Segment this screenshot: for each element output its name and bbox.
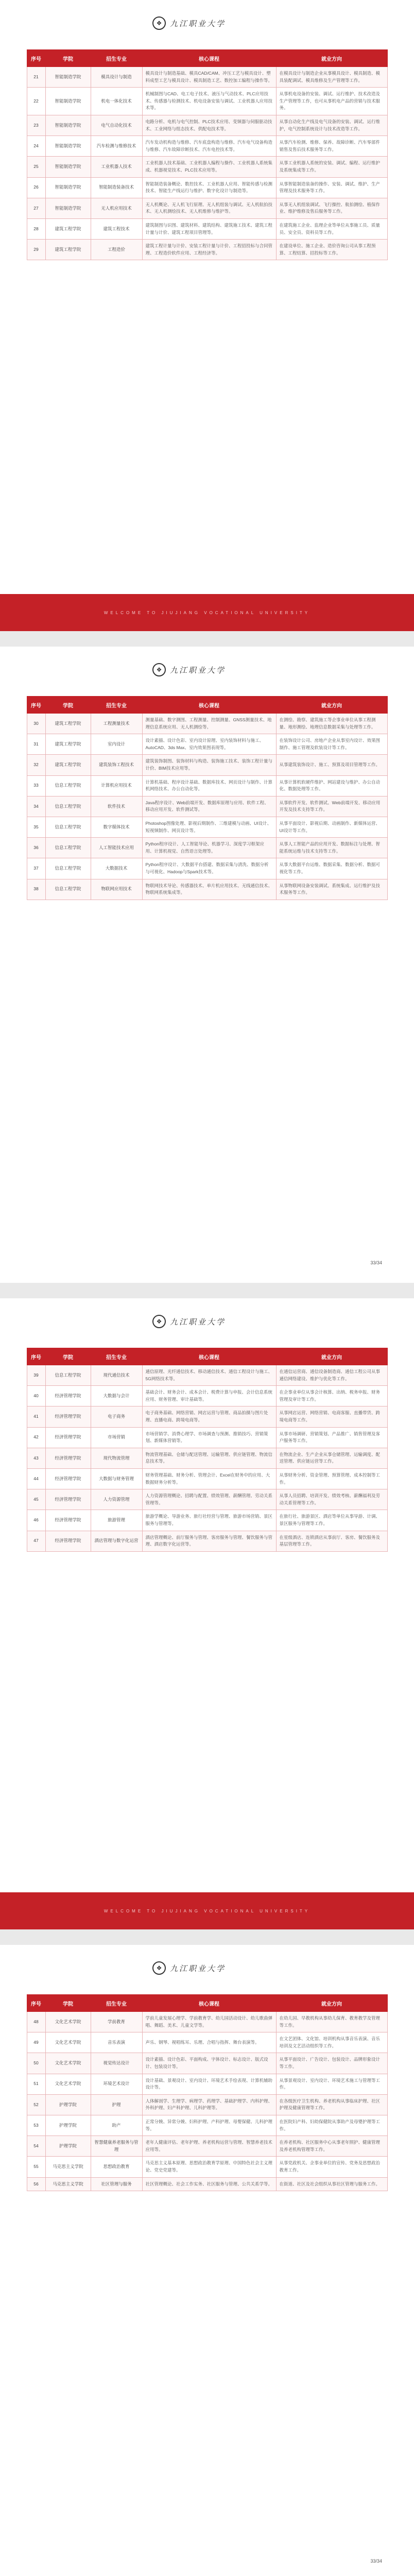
- school-name: 九江职业大学: [170, 1317, 226, 1327]
- cell-major: 大数据技术: [91, 858, 142, 879]
- cell-courses: Python程序设计、大数据平台搭建、数据采集与清洗、数据分析与可视化、Hadoop与Spark技术等。: [142, 858, 276, 879]
- cell-major: 汽车检测与维修技术: [91, 136, 142, 157]
- cell-career: 从事市场调研、营销策划、产品推广、销售管理及客户服务等工作。: [276, 1427, 387, 1448]
- cell-no: 54: [27, 2136, 45, 2157]
- cell-career: 从事工业机器人系统的安装、调试、编程、运行维护及系统集成等工作。: [276, 157, 387, 177]
- cell-major: 智慧健康养老服务与管理: [91, 2136, 142, 2157]
- cell-major: 建筑工程技术: [91, 218, 142, 239]
- majors-table: [27, 696, 388, 900]
- cell-no: 32: [27, 755, 45, 775]
- cell-career: 在街道、社区及社会组织从事社区管理与服务工作。: [276, 2177, 387, 2191]
- cell-major: 助产: [91, 2115, 142, 2136]
- cell-major: 现代物流管理: [91, 1448, 142, 1468]
- cell-no: 51: [27, 2074, 45, 2094]
- cell-college: 智能制造学院: [45, 177, 91, 198]
- table-row: [27, 1448, 387, 1468]
- page-number: 33/34: [370, 2558, 382, 2564]
- cell-courses: 无人机概论、无人机飞行原理、无人机组装与调试、无人机航拍技术、无人机测绘技术、无人机维修与维护等。: [142, 198, 276, 218]
- cell-college: 建筑工程学院: [45, 218, 91, 239]
- table-row: [27, 218, 387, 239]
- cell-major: 环境艺术设计: [91, 2074, 142, 2094]
- cell-major: 工程造价: [91, 240, 142, 260]
- cell-college: 智能制造学院: [45, 88, 91, 115]
- page-header: [0, 0, 414, 49]
- school-logo: [152, 663, 226, 676]
- table-row: [27, 177, 387, 198]
- cell-college: 文化艺术学院: [45, 2074, 91, 2094]
- cell-no: 24: [27, 136, 45, 157]
- welcome-banner: WELCOME TO JIUJIANG VOCATIONAL UNIVERSITY: [0, 594, 414, 631]
- cell-career: 从事自动化生产线及电气设备的安装、调试、运行维护，电气控制系统设计与技术改造等工作。: [276, 115, 387, 135]
- table-row: [27, 2053, 387, 2074]
- cell-no: 45: [27, 1489, 45, 1510]
- cell-career: 从事党政机关、企事业单位的宣传、党务及思想政治教育工作。: [276, 2157, 387, 2177]
- cell-career: 在文艺团体、文化馆、培训机构从事音乐表演、音乐培训及文艺活动组织等工作。: [276, 2032, 387, 2053]
- cell-courses: 电子商务基础、网络营销、网店运营与管理、商品拍摄与图片处理、直播电商、跨境电商等。: [142, 1406, 276, 1427]
- header-no: 序号: [27, 1995, 45, 2012]
- cell-no: 31: [27, 734, 45, 755]
- cell-college: 经济管理学院: [45, 1489, 91, 1510]
- cell-no: 56: [27, 2177, 45, 2191]
- cell-college: 智能制造学院: [45, 198, 91, 218]
- brochure-page-4: [0, 1945, 414, 2576]
- cell-courses: 测量基础、数字测图、工程测量、控制测量、GNSS测量技术、地理信息系统应用、无人机测绘等。: [142, 714, 276, 734]
- cell-major: 视觉传达设计: [91, 2053, 142, 2074]
- table-row: [27, 879, 387, 900]
- cell-no: 35: [27, 817, 45, 837]
- cell-courses: 市场营销学、消费心理学、市场调查与预测、推销技巧、营销策划、新媒体营销等。: [142, 1427, 276, 1448]
- cell-career: 从事机电设备的安装、调试、运行维护、技术改造及生产管理等工作，也可从事机电产品的营销与技术服务。: [276, 88, 387, 115]
- cell-college: 护理学院: [45, 2136, 91, 2157]
- cell-career: 从事平面设计、广告设计、包装设计、品牌形象设计等工作。: [276, 2053, 387, 2074]
- cell-courses: 通信原理、光纤通信技术、移动通信技术、通信工程设计与施工、5G网络技术等。: [142, 1365, 276, 1386]
- cell-career: 从事大数据平台运维、数据采集、数据分析、数据可视化等工作。: [276, 858, 387, 879]
- cell-career: 在物流企业、生产企业从事仓储管理、运输调度、配送管理、供应链运营等工作。: [276, 1448, 387, 1468]
- cell-no: 47: [27, 1531, 45, 1551]
- cell-career: 在各级医疗卫生机构、养老机构从事临床护理、社区护理及健康管理等工作。: [276, 2094, 387, 2115]
- school-emblem-icon: ❖: [152, 1961, 166, 1975]
- page-number: 33/34: [370, 1260, 382, 1265]
- cell-courses: 设计素描、设计色彩、平面构成、字体设计、标志设计、版式设计、包装设计等。: [142, 2053, 276, 2074]
- table-row: [27, 115, 387, 135]
- cell-college: 信息工程学院: [45, 1365, 91, 1386]
- cell-college: 建筑工程学院: [45, 755, 91, 775]
- cell-no: 55: [27, 2157, 45, 2177]
- header-career: 就业方向: [276, 1348, 387, 1365]
- cell-major: 电子商务: [91, 1406, 142, 1427]
- table-header-row: [27, 1995, 387, 2012]
- table-row: [27, 734, 387, 755]
- cell-college: 信息工程学院: [45, 796, 91, 817]
- table-row: [27, 1386, 387, 1406]
- cell-no: 42: [27, 1427, 45, 1448]
- cell-major: 大数据与财务管理: [91, 1468, 142, 1489]
- cell-major: 工程测量技术: [91, 714, 142, 734]
- cell-courses: 智能制造装备概论、数控技术、工业机器人应用、智能传感与检测技术、智能生产线运行与维护、数字化设计与制造等。: [142, 177, 276, 198]
- cell-major: 工业机器人技术: [91, 157, 142, 177]
- cell-courses: 模具设计与制造基础、模具CAD/CAM、冲压工艺与模具设计、塑料成型工艺与模具设计、模具制造工艺、数控加工编程与操作等。: [142, 67, 276, 88]
- header-major: 招生专业: [91, 697, 142, 714]
- header-college: 学院: [45, 1995, 91, 2012]
- cell-major: 室内设计: [91, 734, 142, 755]
- cell-courses: 老年人健康评估、老年护理、养老机构运营与管理、智慧养老技术应用等。: [142, 2136, 276, 2157]
- cell-college: 信息工程学院: [45, 838, 91, 858]
- school-emblem-icon: ❖: [152, 1315, 166, 1328]
- school-name: 九江职业大学: [170, 665, 226, 675]
- page-gap: [0, 1283, 414, 1298]
- table-row: [27, 2157, 387, 2177]
- cell-no: 29: [27, 240, 45, 260]
- brochure-page-3: [0, 1298, 414, 1929]
- cell-courses: 马克思主义基本原理、思想政治教育学原理、中国特色社会主义理论、党史党建等。: [142, 2157, 276, 2177]
- cell-career: 在企事业单位从事会计核算、出纳、税务申报、财务管理及审计等工作。: [276, 1386, 387, 1406]
- cell-courses: 汽车发动机构造与维修、汽车底盘构造与维修、汽车电气设备构造与维修、汽车故障诊断技术、汽车电控技术等。: [142, 136, 276, 157]
- cell-no: 27: [27, 198, 45, 218]
- cell-college: 智能制造学院: [45, 157, 91, 177]
- cell-college: 马克思主义学院: [45, 2157, 91, 2177]
- cell-no: 53: [27, 2115, 45, 2136]
- table-row: [27, 2074, 387, 2094]
- cell-college: 建筑工程学院: [45, 714, 91, 734]
- cell-college: 信息工程学院: [45, 858, 91, 879]
- table-row: [27, 67, 387, 88]
- table-row: [27, 775, 387, 796]
- school-name: 九江职业大学: [170, 1963, 226, 1973]
- cell-no: 37: [27, 858, 45, 879]
- cell-college: 文化艺术学院: [45, 2032, 91, 2053]
- cell-college: 经济管理学院: [45, 1406, 91, 1427]
- cell-major: 人力资源管理: [91, 1489, 142, 1510]
- cell-major: 机电一体化技术: [91, 88, 142, 115]
- cell-no: 49: [27, 2032, 45, 2053]
- cell-career: 从事网店运营、网络营销、电商客服、直播带货、跨境电商等工作。: [276, 1406, 387, 1427]
- table-row: [27, 2094, 387, 2115]
- cell-courses: 设计素描、设计色彩、室内设计原理、室内装饰材料与施工、AutoCAD、3ds Max、室内效果图表现等。: [142, 734, 276, 755]
- table-body: [27, 1365, 387, 1552]
- cell-career: 从事汽车检测、维修、保养、故障诊断、汽车零部件销售及售后技术服务等工作。: [276, 136, 387, 157]
- header-college: 学院: [45, 50, 91, 67]
- table-row: [27, 817, 387, 837]
- cell-college: 经济管理学院: [45, 1427, 91, 1448]
- cell-career: 从事智能制造装备的操作、安装、调试、维护、生产管理及技术服务等工作。: [276, 177, 387, 198]
- table-row: [27, 198, 387, 218]
- cell-college: 信息工程学院: [45, 817, 91, 837]
- header-courses: 核心课程: [142, 1995, 276, 2012]
- header-major: 招生专业: [91, 1348, 142, 1365]
- cell-career: 从事软件开发、软件测试、Web前端开发、移动应用开发及技术支持等工作。: [276, 796, 387, 817]
- school-logo: [152, 1961, 226, 1975]
- cell-no: 26: [27, 177, 45, 198]
- header-no: 序号: [27, 697, 45, 714]
- table-row: [27, 1489, 387, 1510]
- cell-courses: 人体解剖学、生理学、病理学、药理学、基础护理学、内科护理、外科护理、妇产科护理、儿科护理等。: [142, 2094, 276, 2115]
- table-row: [27, 838, 387, 858]
- cell-career: 从事人员招聘、培训开发、绩效考核、薪酬福利及劳动关系管理等工作。: [276, 1489, 387, 1510]
- table-row: [27, 2012, 387, 2032]
- table-row: [27, 2177, 387, 2191]
- cell-career: 在医院妇产科、妇幼保健院从事助产及母婴护理等工作。: [276, 2115, 387, 2136]
- table-header-row: [27, 697, 387, 714]
- cell-career: 从事平面设计、影视后期、动画制作、新媒体运营、UI设计等工作。: [276, 817, 387, 837]
- cell-courses: 学前儿童发展心理学、学前教育学、幼儿园活动设计、幼儿歌曲弹唱、舞蹈、美术、儿童文学等。: [142, 2012, 276, 2032]
- cell-college: 经济管理学院: [45, 1448, 91, 1468]
- cell-college: 建筑工程学院: [45, 240, 91, 260]
- cell-courses: 社区管理概论、社会工作实务、社区服务与管理、公共关系学等。: [142, 2177, 276, 2191]
- cell-college: 建筑工程学院: [45, 734, 91, 755]
- cell-courses: 旅游学概论、导游业务、旅行社经营与管理、旅游市场营销、景区服务与管理等。: [142, 1510, 276, 1531]
- cell-courses: 酒店管理概论、前厅服务与管理、客房服务与管理、餐饮服务与管理、酒店数字化运营等。: [142, 1531, 276, 1551]
- cell-major: 数字媒体技术: [91, 817, 142, 837]
- table-header-row: [27, 1348, 387, 1365]
- table-row: [27, 858, 387, 879]
- page-header: [0, 1945, 414, 1994]
- cell-courses: 机械制图与CAD、电工电子技术、液压与气动技术、PLC应用技术、传感器与检测技术、机电设备安装与调试、工业机器人应用技术等。: [142, 88, 276, 115]
- cell-career: 在星级酒店、连锁酒店从事前厅、客房、餐饮服务及基层管理等工作。: [276, 1531, 387, 1551]
- school-emblem-icon: ❖: [152, 16, 166, 30]
- cell-college: 护理学院: [45, 2115, 91, 2136]
- header-career: 就业方向: [276, 50, 387, 67]
- cell-courses: 建筑装饰制图、装饰材料与构造、装饰施工技术、装饰工程计量与计价、BIM技术应用等。: [142, 755, 276, 775]
- cell-courses: Python程序设计、人工智能导论、机器学习、深度学习框架应用、计算机视觉、自然语言处理等。: [142, 838, 276, 858]
- cell-major: 人工智能技术应用: [91, 838, 142, 858]
- table-row: [27, 714, 387, 734]
- table-body: [27, 2012, 387, 2191]
- cell-career: 从事人工智能产品的应用开发、数据标注与处理、智能系统运维与技术支持等工作。: [276, 838, 387, 858]
- cell-major: 计算机应用技术: [91, 775, 142, 796]
- cell-courses: 声乐、钢琴、视唱练耳、乐理、合唱与指挥、舞台表演等。: [142, 2032, 276, 2053]
- cell-courses: Photoshop图像处理、影视后期制作、三维建模与动画、UI设计、短视频制作、网页设计等。: [142, 817, 276, 837]
- brochure-page-1: [0, 0, 414, 631]
- cell-major: 音乐表演: [91, 2032, 142, 2053]
- cell-courses: 物联网技术导论、传感器技术、单片机应用技术、无线通信技术、物联网系统集成等。: [142, 879, 276, 900]
- cell-no: 39: [27, 1365, 45, 1386]
- cell-no: 30: [27, 714, 45, 734]
- cell-college: 智能制造学院: [45, 67, 91, 88]
- cell-courses: 建筑工程计量与计价、安装工程计量与计价、工程招投标与合同管理、工程造价软件应用、工程经济等。: [142, 240, 276, 260]
- cell-no: 44: [27, 1468, 45, 1489]
- cell-no: 38: [27, 879, 45, 900]
- cell-major: 思想政治教育: [91, 2157, 142, 2177]
- cell-no: 33: [27, 775, 45, 796]
- header-no: 序号: [27, 1348, 45, 1365]
- cell-no: 40: [27, 1386, 45, 1406]
- cell-courses: 电路分析、电机与电气控制、PLC技术应用、变频器与伺服驱动技术、工业网络与组态技术、供配电技术等。: [142, 115, 276, 135]
- cell-career: 从事财务分析、资金管理、预算管理、成本控制等工作。: [276, 1468, 387, 1489]
- school-emblem-icon: ❖: [152, 663, 166, 676]
- cell-no: 25: [27, 157, 45, 177]
- cell-career: 在幼儿园、早教机构从事幼儿保育、教育教学及管理等工作。: [276, 2012, 387, 2032]
- cell-college: 文化艺术学院: [45, 2053, 91, 2074]
- header-no: 序号: [27, 50, 45, 67]
- cell-major: 建筑装饰工程技术: [91, 755, 142, 775]
- page-header: [0, 1298, 414, 1348]
- cell-college: 护理学院: [45, 2094, 91, 2115]
- cell-college: 经济管理学院: [45, 1531, 91, 1551]
- cell-career: 从事计算机软硬件维护、网站建设与维护、办公自动化、数据处理等工作。: [276, 775, 387, 796]
- cell-career: 在测绘、勘察、建筑施工等企事业单位从事工程测量、地形测绘、地理信息数据采集与处理等工作。: [276, 714, 387, 734]
- cell-courses: 计算机基础、程序设计基础、数据库技术、网页设计与制作、计算机网络技术、办公自动化等。: [142, 775, 276, 796]
- cell-major: 物联网应用技术: [91, 879, 142, 900]
- cell-career: 在建筑施工企业、监理企业等单位从事施工员、质量员、安全员、资料员等工作。: [276, 218, 387, 239]
- cell-college: 经济管理学院: [45, 1468, 91, 1489]
- cell-career: 在旅行社、旅游景区、酒店等单位从事导游、计调、景区服务与管理等工作。: [276, 1510, 387, 1531]
- cell-major: 智能制造装备技术: [91, 177, 142, 198]
- table-row: [27, 2032, 387, 2053]
- page-header: [0, 647, 414, 696]
- cell-courses: 基础会计、财务会计、成本会计、税费计算与申报、会计信息系统应用、财务管理、审计基础等。: [142, 1386, 276, 1406]
- cell-no: 22: [27, 88, 45, 115]
- cell-major: 学前教育: [91, 2012, 142, 2032]
- cell-major: 市场营销: [91, 1427, 142, 1448]
- cell-no: 50: [27, 2053, 45, 2074]
- header-career: 就业方向: [276, 1995, 387, 2012]
- cell-college: 经济管理学院: [45, 1386, 91, 1406]
- cell-courses: 人力资源管理概论、招聘与配置、绩效管理、薪酬管理、劳动关系管理等。: [142, 1489, 276, 1510]
- cell-no: 21: [27, 67, 45, 88]
- cell-career: 在建设单位、施工企业、造价咨询公司从事工程预算、工程结算、招投标等工作。: [276, 240, 387, 260]
- header-college: 学院: [45, 1348, 91, 1365]
- cell-courses: Java程序设计、Web前端开发、数据库原理与应用、软件工程、移动应用开发、软件测试等。: [142, 796, 276, 817]
- table-row: [27, 1510, 387, 1531]
- cell-courses: 正常分娩、异常分娩、妇科护理、产科护理、母婴保健、儿科护理等。: [142, 2115, 276, 2136]
- table-row: [27, 1468, 387, 1489]
- header-courses: 核心课程: [142, 1348, 276, 1365]
- cell-major: 现代通信技术: [91, 1365, 142, 1386]
- cell-college: 智能制造学院: [45, 136, 91, 157]
- page-gap: [0, 1929, 414, 1945]
- cell-no: 43: [27, 1448, 45, 1468]
- cell-college: 文化艺术学院: [45, 2012, 91, 2032]
- table-row: [27, 240, 387, 260]
- table-body: [27, 714, 387, 900]
- cell-career: 从事物联网设备安装调试、系统集成、运行维护及技术服务等工作。: [276, 879, 387, 900]
- cell-major: 大数据与会计: [91, 1386, 142, 1406]
- header-college: 学院: [45, 697, 91, 714]
- cell-no: 34: [27, 796, 45, 817]
- cell-courses: 设计基础、景观设计、室内设计、环境艺术手绘表现、计算机辅助设计等。: [142, 2074, 276, 2094]
- table-row: [27, 1406, 387, 1427]
- school-name: 九江职业大学: [170, 19, 226, 28]
- cell-major: 模具设计与制造: [91, 67, 142, 88]
- cell-major: 社区管理与服务: [91, 2177, 142, 2191]
- header-courses: 核心课程: [142, 50, 276, 67]
- cell-major: 酒店管理与数字化运营: [91, 1531, 142, 1551]
- cell-major: 无人机应用技术: [91, 198, 142, 218]
- table-body: [27, 67, 387, 260]
- cell-courses: 物流管理基础、仓储与配送管理、运输管理、供应链管理、物流信息技术等。: [142, 1448, 276, 1468]
- cell-career: 在养老机构、社区服务中心从事老年照护、健康管理及养老机构管理等工作。: [276, 2136, 387, 2157]
- page-gap: [0, 631, 414, 647]
- cell-no: 41: [27, 1406, 45, 1427]
- cell-major: 软件技术: [91, 796, 142, 817]
- cell-career: 从事景观设计、室内设计、环境艺术施工与管理等工作。: [276, 2074, 387, 2094]
- majors-table: [27, 1348, 388, 1552]
- cell-career: 在通信运营商、通信设备制造商、通信工程公司从事通信网络建设、维护与优化等工作。: [276, 1365, 387, 1386]
- table-header-row: [27, 50, 387, 67]
- cell-courses: 建筑制图与识图、建筑材料、建筑结构、建筑施工技术、建筑工程计量与计价、建筑工程项目管理等。: [142, 218, 276, 239]
- cell-courses: 财务管理基础、财务分析、管理会计、Excel在财务中的应用、大数据财务分析等。: [142, 1468, 276, 1489]
- cell-career: 从事无人机组装调试、飞行操控、航拍测绘、植保作业、维护维修及售后服务等工作。: [276, 198, 387, 218]
- header-major: 招生专业: [91, 1995, 142, 2012]
- table-row: [27, 796, 387, 817]
- cell-major: 电气自动化技术: [91, 115, 142, 135]
- brochure-page-2: [0, 647, 414, 1283]
- table-row: [27, 2136, 387, 2157]
- table-row: [27, 88, 387, 115]
- cell-college: 信息工程学院: [45, 775, 91, 796]
- cell-courses: 工业机器人技术基础、工业机器人编程与操作、工业机器人系统集成、机器视觉技术、PLC技术应用等。: [142, 157, 276, 177]
- cell-career: 在模具设计与制造企业从事模具设计、模具制造、模具装配调试、模具维修及生产管理等工作。: [276, 67, 387, 88]
- header-major: 招生专业: [91, 50, 142, 67]
- table-row: [27, 157, 387, 177]
- cell-no: 52: [27, 2094, 45, 2115]
- header-courses: 核心课程: [142, 697, 276, 714]
- table-row: [27, 1365, 387, 1386]
- cell-major: 护理: [91, 2094, 142, 2115]
- school-logo: [152, 16, 226, 30]
- cell-no: 28: [27, 218, 45, 239]
- cell-no: 48: [27, 2012, 45, 2032]
- cell-no: 36: [27, 838, 45, 858]
- majors-table: [27, 49, 388, 260]
- table-row: [27, 1531, 387, 1551]
- table-row: [27, 2115, 387, 2136]
- cell-college: 经济管理学院: [45, 1510, 91, 1531]
- majors-table: [27, 1994, 388, 2191]
- cell-college: 马克思主义学院: [45, 2177, 91, 2191]
- cell-major: 旅游管理: [91, 1510, 142, 1531]
- cell-career: 从事建筑装饰设计、施工、预算及项目管理等工作。: [276, 755, 387, 775]
- school-logo: [152, 1315, 226, 1328]
- table-row: [27, 136, 387, 157]
- cell-no: 23: [27, 115, 45, 135]
- table-row: [27, 1427, 387, 1448]
- cell-college: 智能制造学院: [45, 115, 91, 135]
- table-row: [27, 755, 387, 775]
- cell-career: 在装饰设计公司、房地产企业从事室内设计、效果图制作、施工管理及软装设计等工作。: [276, 734, 387, 755]
- welcome-banner: WELCOME TO JIUJIANG VOCATIONAL UNIVERSITY: [0, 1892, 414, 1929]
- header-career: 就业方向: [276, 697, 387, 714]
- cell-college: 信息工程学院: [45, 879, 91, 900]
- cell-no: 46: [27, 1510, 45, 1531]
